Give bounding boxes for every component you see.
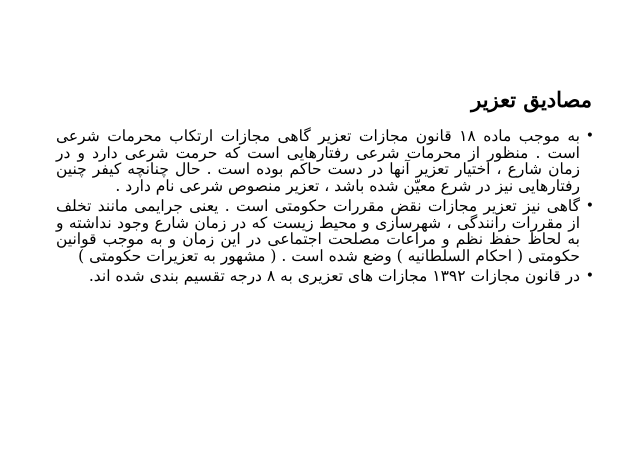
bullet-dot-icon: • xyxy=(585,198,594,214)
bullet-list xyxy=(56,128,594,285)
bullet-item xyxy=(56,128,594,194)
slide-content xyxy=(56,128,594,289)
bullet-text: در قانون مجازات ۱۳۹۲ مجازات های تعزیری به ۸ درجه تقسیم بندی شده اند. xyxy=(88,267,580,285)
slide-title: مصادیق تعزیر xyxy=(471,87,592,112)
bullet-item xyxy=(56,268,594,285)
bullet-dot-icon: • xyxy=(585,268,594,284)
bullet-dot-icon: • xyxy=(585,128,594,144)
bullet-text: به موجب ماده ۱۸ قانون مجازات تعزیر گاهی مجازات ارتکاب محرمات شرعی است . منظور از محرمات شرعی رفتارهایی است که حرمت شرعی دارد و در زمان شارع ، اختیار تعزیر آنها در دست حاکم بوده است . حال چنانچه کیفر چنین رفتارهایی نیز در شرع معیّن شده باشد ، تعزیر منصوص شرعی نام دارد . xyxy=(56,127,580,195)
bullet-item xyxy=(56,198,594,264)
bullet-text: گاهی نیز تعزیر مجازات نقض مقررات حکومتی است . یعنی جرایمی مانند تخلف از مقررات رانندگی ، شهرسازی و محیط زیست که در زمان شارع وجود نداشته و به لحاظ حفظ نظم و مراعات مصلحت اجتماعی در این زمان و به موجب قوانین حکومتی ( احکام السلطانیه ) وضع شده است . ( مشهور به تعزیرات حکومتی ) xyxy=(56,197,580,265)
